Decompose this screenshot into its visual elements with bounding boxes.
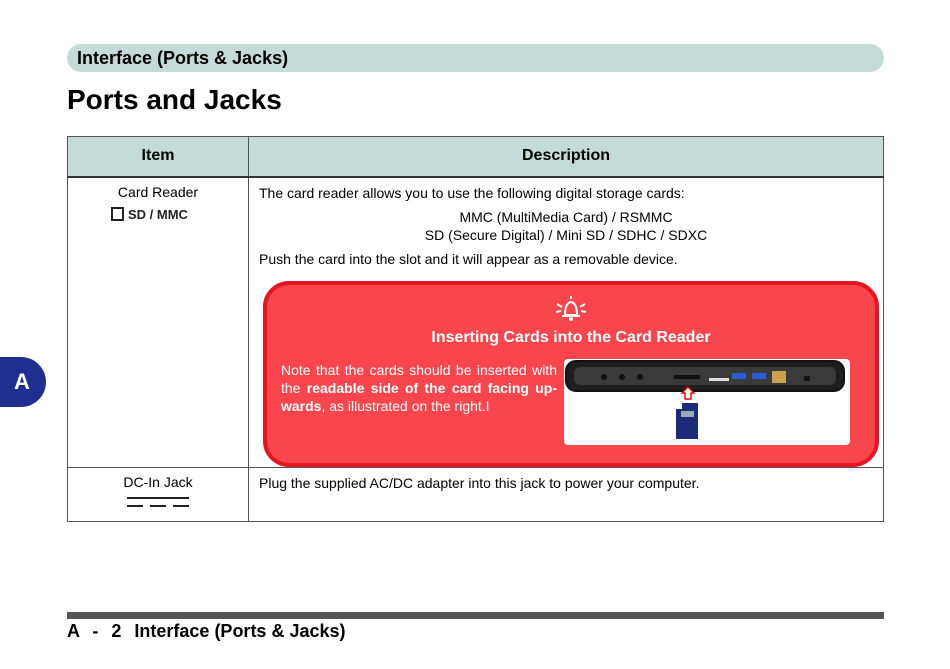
footer-divider	[67, 612, 884, 619]
sd-mmc-icon	[68, 204, 248, 224]
column-header-description: Description	[249, 137, 884, 177]
svg-text:SD / MMC: SD / MMC	[128, 206, 188, 222]
item-label: DC-In Jack	[123, 474, 193, 490]
item-cell	[68, 468, 249, 522]
card-reader-description: The card reader allows you to use the following digital storage cards:	[259, 184, 685, 201]
description-cell	[249, 177, 884, 468]
item-cell	[68, 177, 249, 468]
table-row	[68, 468, 884, 522]
card-type-mmc: MMC (MultiMedia Card) / RSMMC	[459, 208, 673, 225]
footer	[67, 621, 346, 641]
appendix-tab[interactable]: A	[0, 357, 46, 407]
footer-page-label: A	[67, 621, 80, 641]
note-heading: Inserting Cards into the Card Reader	[431, 328, 711, 346]
table-header-row	[68, 137, 884, 177]
description-cell	[249, 468, 884, 522]
card-reader-usage: Push the card into the slot and it will appear as a removable device.	[259, 250, 678, 267]
card-type-sd: SD (Secure Digital) / Mini SD / SDHC / SDXC	[424, 226, 708, 243]
alarm-bell-icon	[554, 295, 588, 323]
section-banner: Interface (Ports & Jacks)	[67, 44, 884, 72]
footer-page-number: 2	[111, 621, 122, 641]
table-row	[68, 177, 884, 468]
column-header-item: Item	[68, 137, 249, 177]
footer-dash: -	[92, 621, 99, 641]
dc-power-icon	[68, 494, 248, 510]
note-box	[263, 281, 879, 467]
item-label: Card Reader	[117, 183, 199, 200]
dc-in-description: Plug the supplied AC/DC adapter into this jack to power your computer.	[259, 475, 700, 491]
card-insertion-illustration	[564, 359, 850, 445]
note-text: Note that the cards should be inserted with the readable side of the card facing up-wards, as illustrated on the right.I	[281, 361, 558, 414]
footer-section: Interface (Ports & Jacks)	[134, 621, 346, 641]
page-title: Ports and Jacks	[67, 84, 282, 115]
ports-table	[67, 136, 884, 522]
